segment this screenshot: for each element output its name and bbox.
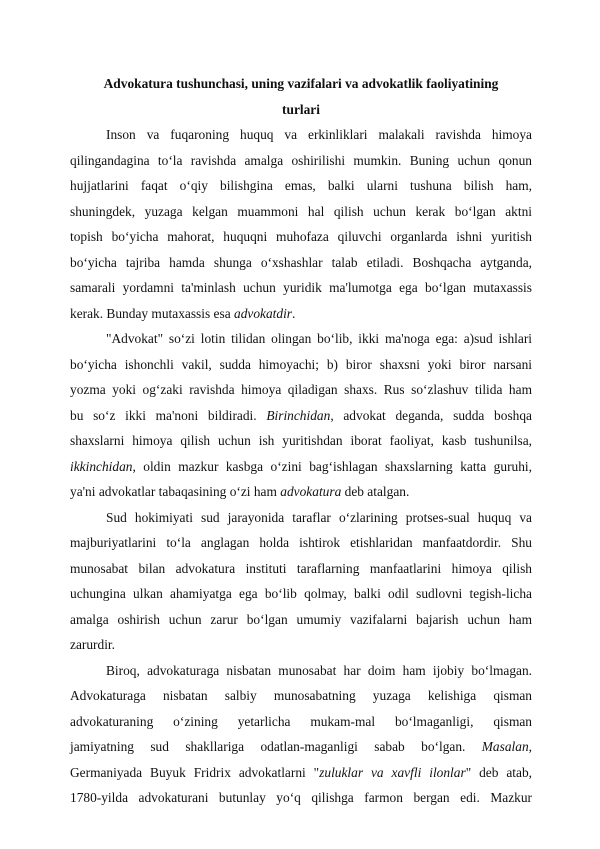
text-line: qilingandagina to‘la ravishda amalga oshirilishi mumkin. Buning uchun qonun xyxy=(70,152,532,168)
text-line: bo‘yicha ishonchli vakil, sudda himoyachi; b) biror shaxsni yoki biror narsani xyxy=(70,356,532,372)
title-line-2: turlari xyxy=(282,101,320,117)
text-line: samarali yordamni ta'minlash uchun yuridik ma'lumotga ega bo‘lgan mutaxassis xyxy=(70,280,532,295)
text-line: kerak. Bunday mutaxassis esa advokatdir. xyxy=(70,305,296,321)
title-line-1: Advokatura tushunchasi, uning vazifalari va advokatlik faoliyatining xyxy=(103,76,499,91)
text-line: Inson va fuqaroning huquq va erkinliklari malakali ravishda himoya xyxy=(106,127,532,142)
text-line: "Advokat" so‘zi lotin tilidan olingan bo‘lib, ikki ma'noga ega: a)sud ishlari xyxy=(106,331,532,346)
text-line: bo‘yicha tajriba hamda shunga o‘xshashlar talab etiladi. Boshqacha aytganda, xyxy=(70,254,532,270)
text-line: hujjatlarini faqat o‘qiy bilishgina emas, balki ularni tushuna bilish ham, xyxy=(70,178,532,193)
text-line: Sud hokimiyati sud jarayonida taraflar o‘zlarining protses-sual huquq va xyxy=(106,509,532,525)
text-line: Germaniyada Buyuk Fridrix advokatlarni "zuluklar va xavfli ilonlar" deb atab, xyxy=(70,764,532,780)
text-line: uchungina ulkan ahamiyatga ega bo‘lib qolmay, balki odil sudlovni tegish-licha xyxy=(70,586,532,601)
text-line: Advokaturaga nisbatan salbiy munosabatning yuzaga kelishiga qisman xyxy=(70,688,532,703)
text-line: Biroq, advokaturaga nisbatan munosabat har doim ham ijobiy bo‘lmagan. xyxy=(106,662,532,678)
text-line: shuningdek, yuzaga kelgan muammoni hal qilish uchun kerak bo‘lgan aktni xyxy=(70,203,532,219)
text-line: ya'ni advokatlar tabaqasining o‘zi ham advokatura deb atalgan. xyxy=(70,484,410,499)
text-line: advokaturaning o‘zining yetarlicha mukam-mal bo‘lmaganligi, qisman xyxy=(70,713,532,729)
paragraph xyxy=(70,505,532,658)
text-line: topish bo‘yicha mahorat, huquqni muhofaza qiluvchi organlarda ishni yuritish xyxy=(70,229,532,244)
document-title xyxy=(70,71,532,122)
text-line: bu so‘z ikki ma'noni bildiradi. Birinchidan, advokat deganda, sudda boshqa xyxy=(70,407,532,423)
text-line: munosabat bilan advokatura instituti taraflarning manfaatlarini himoya qilish xyxy=(70,560,532,576)
text-line: zarurdir. xyxy=(70,637,115,652)
text-line: 1780-yilda advokaturani butunlay yo‘q qilishga farmon bergan edi. Mazkur xyxy=(70,790,532,805)
document-body xyxy=(70,122,532,811)
paragraph xyxy=(70,326,532,505)
text-line: yozma yoki og‘zaki ravishda himoya qiladigan shaxs. Rus so‘zlashuv tilida ham xyxy=(70,382,532,397)
paragraph xyxy=(70,122,532,326)
text-line: amalga oshirish uchun zarur bo‘lgan umumiy vazifalarni bajarish uchun ham xyxy=(70,611,532,627)
text-line: majburiyatlarini to‘la anglagan holda ishtirok etishlaridan manfaatdordir. Shu xyxy=(70,535,532,550)
text-line: jamiyatning sud shakllariga odatlan-maganligi sabab bo‘lgan. Masalan, xyxy=(70,739,532,754)
text-line: shaxslarni himoya qilish uchun ish yuritishdan iborat faoliyat, kasb tushunilsa, xyxy=(70,433,532,448)
paragraph xyxy=(70,658,532,811)
text-line: ikkinchidan, oldin mazkur kasbga o‘zini bag‘ishlagan shaxslarning katta guruhi, xyxy=(70,458,532,474)
